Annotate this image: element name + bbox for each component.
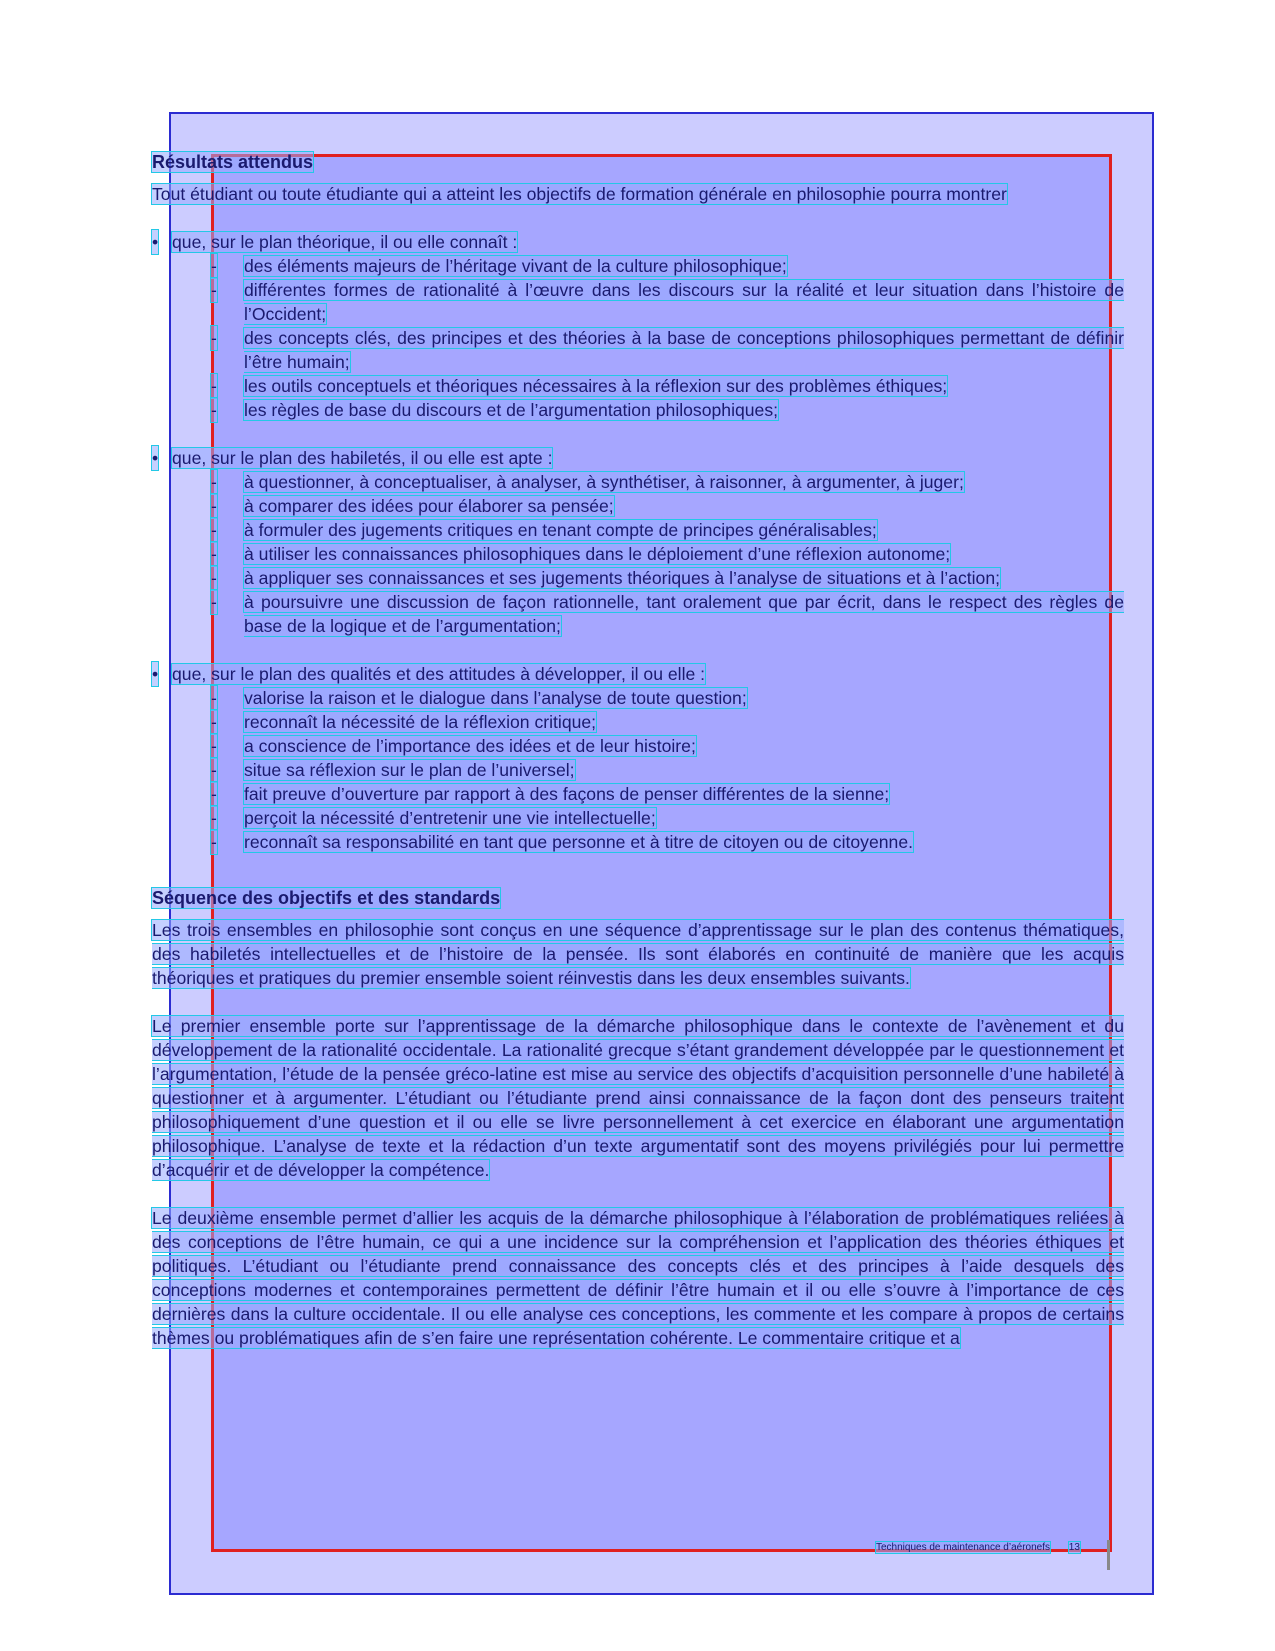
bullet-lead: • que, sur le plan des qualités et des attitudes à développer, il ou elle :: [152, 664, 706, 684]
dash-list: [152, 686, 1124, 854]
list-item: - a conscience de l’importance des idées et de leur histoire;: [211, 736, 696, 756]
heading-resultats: Résultats attendus: [152, 152, 314, 172]
list-item: - à poursuivre une discussion de façon rationnelle, tant oralement que par écrit, dans le respect des règles de base de la logique et de l’argumentation;: [211, 592, 1124, 636]
list-item: - à utiliser les connaissances philosophiques dans le déploiement d’une réflexion autonome;: [211, 544, 951, 564]
dash-list: [152, 470, 1124, 638]
dash-icon: -: [211, 784, 217, 804]
dash-icon: -: [211, 376, 217, 396]
list-item: - fait preuve d’ouverture par rapport à des façons de penser différentes de la sienne;: [211, 784, 890, 804]
dash-icon: -: [211, 832, 217, 852]
body-paragraph: Les trois ensembles en philosophie sont conçus en une séquence d’apprentissage sur le plan des contenus thématiques, des habiletés intellectuelles et de l’histoire de la pensée. Ils sont élaborés en continuité de manière que les acquis théoriques et pratiques du premier ensemble soient réinvestis dans les deux ensembles suivants.: [152, 920, 1124, 988]
list-item: - à appliquer ses connaissances et ses jugements théoriques à l’analyse de situations et à l’action;: [211, 568, 1001, 588]
dash-icon: -: [211, 592, 217, 612]
dash-icon: -: [211, 544, 217, 564]
page-number: 13: [1068, 1542, 1080, 1553]
dash-icon: -: [211, 712, 217, 732]
list-item: - situe sa réflexion sur le plan de l’universel;: [211, 760, 575, 780]
list-item: - valorise la raison et le dialogue dans l’analyse de toute question;: [211, 688, 747, 708]
dash-icon: -: [211, 520, 217, 540]
list-item: - perçoit la nécessité d’entretenir une vie intellectuelle;: [211, 808, 656, 828]
list-item: - les règles de base du discours et de l’argumentation philosophiques;: [211, 400, 779, 420]
dash-icon: -: [211, 328, 217, 348]
dash-icon: -: [211, 280, 217, 300]
dash-icon: -: [211, 736, 217, 756]
dash-icon: -: [211, 568, 217, 588]
footer-title: Techniques de maintenance d’aéronefs: [876, 1542, 1051, 1553]
body-paragraph: Le deuxième ensemble permet d’allier les acquis de la démarche philosophique à l’élaboration de problématiques reliées à des conceptions de l’être humain, ce qui a une incidence sur la compréhension et l’application des théories éthiques et politiques. L’étudiant ou l’étudiante prend connaissance des concepts clés et des principes à l’aide desquels des conceptions modernes et contemporaines permettent de définir l’être humain et il ou elle s’ouvre à l’importance de ces dernières dans la culture occidentale. Il ou elle analyse ces conceptions, les commente et les compare à propos de certains thèmes ou problématiques afin de s’en faire une représentation cohérente. Le commentaire critique et a: [152, 1208, 1124, 1348]
footer-separator: [1107, 1540, 1110, 1570]
list-item: - à formuler des jugements critiques en tenant compte de principes généralisables;: [211, 520, 877, 540]
bullet-lead: • que, sur le plan des habiletés, il ou elle est apte :: [152, 448, 553, 468]
list-item: - reconnaît la nécessité de la réflexion critique;: [211, 712, 597, 732]
dash-icon: -: [211, 688, 217, 708]
dash-icon: -: [211, 400, 217, 420]
dash-icon: -: [211, 808, 217, 828]
list-item: - à comparer des idées pour élaborer sa pensée;: [211, 496, 614, 516]
dash-icon: -: [211, 496, 217, 516]
intro-paragraph: Tout étudiant ou toute étudiante qui a atteint les objectifs de formation générale en philosophie pourra montrer: [152, 184, 1007, 204]
list-item: - des concepts clés, des principes et des théories à la base de conceptions philosophiques permettant de définir l’être humain;: [211, 328, 1124, 372]
list-item: - à questionner, à conceptualiser, à analyser, à synthétiser, à raisonner, à argumenter, à juger;: [211, 472, 964, 492]
list-item: - les outils conceptuels et théoriques nécessaires à la réflexion sur des problèmes éthiques;: [211, 376, 948, 396]
heading-sequence: Séquence des objectifs et des standards: [152, 888, 501, 908]
page-footer: [876, 1542, 1080, 1554]
body-paragraph: Le premier ensemble porte sur l’apprentissage de la démarche philosophique dans le contexte de l’avènement et du développement de la rationalité occidentale. La rationalité grecque s’étant grandement développée par le questionnement et l’argumentation, l’étude de la pensée gréco-latine est mise au service des objectifs d’acquisition personnelle d’une habileté à questionner et à argumenter. L’étudiant ou l’étudiante prend ainsi connaissance de la façon dont des penseurs traitent philosophiquement d’une question et il ou elle se livre personnellement à cet exercice en élaborant une argumentation philosophique. L’analyse de texte et la rédaction d’un texte argumentatif sont des moyens privilégiés pour lui permettre d’acquérir et de développer la compétence.: [152, 1016, 1124, 1180]
page-content: [152, 150, 1124, 1350]
bullet-lead: • que, sur le plan théorique, il ou elle connaît :: [152, 232, 518, 252]
bullet-icon: •: [152, 664, 159, 684]
dash-icon: -: [211, 760, 217, 780]
objectives-groups: [152, 206, 1124, 854]
bullet-icon: •: [152, 232, 159, 252]
sequence-paragraphs: [152, 918, 1124, 1350]
list-item: - reconnaît sa responsabilité en tant que personne et à titre de citoyen ou de citoyenne.: [211, 832, 914, 852]
dash-list: [152, 254, 1124, 422]
list-item: - différentes formes de rationalité à l’œuvre dans les discours sur la réalité et leur situation dans l’histoire de l’Occident;: [211, 280, 1124, 324]
dash-icon: -: [211, 472, 217, 492]
list-item: - des éléments majeurs de l’héritage vivant de la culture philosophique;: [211, 256, 787, 276]
bullet-icon: •: [152, 448, 159, 468]
dash-icon: -: [211, 256, 217, 276]
